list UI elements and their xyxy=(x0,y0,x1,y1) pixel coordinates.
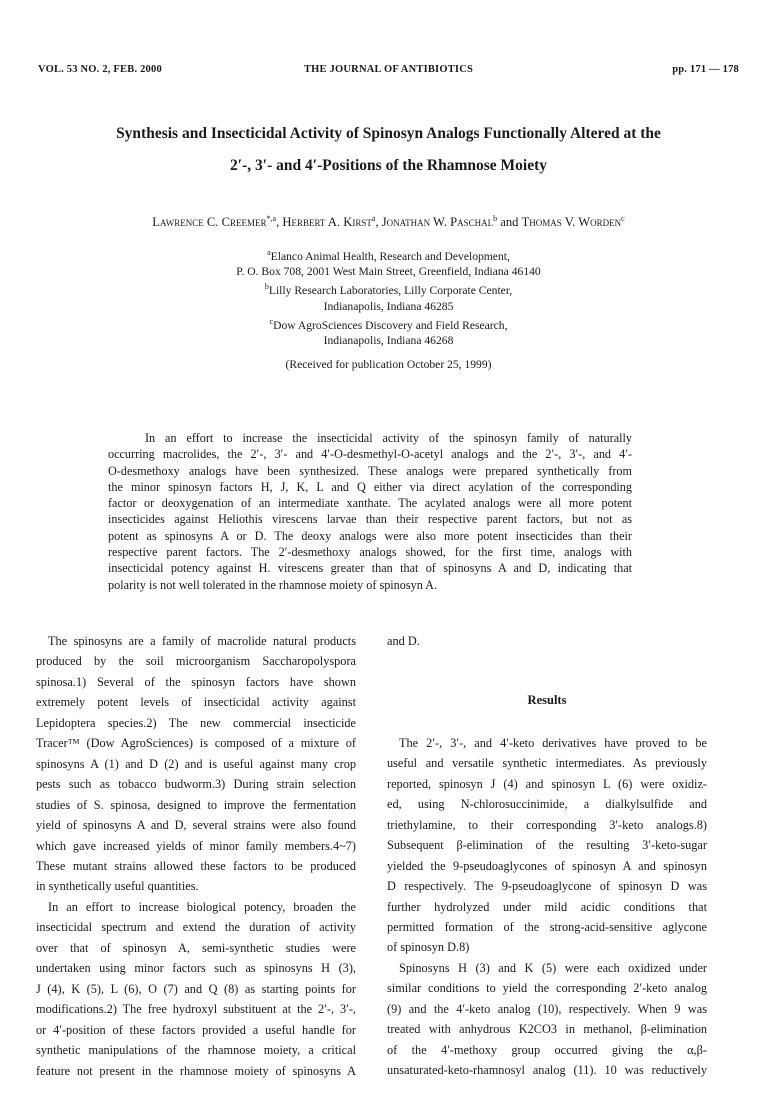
author-4: Thomas V. Worden xyxy=(521,215,622,230)
body-column-right xyxy=(387,631,707,1081)
body-line: spinosyns A (1) and D (2) and is useful against many crop xyxy=(36,756,356,771)
abstract-line: potent as spinosyns A or D. The deoxy analogs were also more potent insecticides than their xyxy=(108,528,632,543)
author-3: Jonathan W. Paschal xyxy=(381,215,494,230)
body-line: (9) and the 4′-keto analog (10), respectively. When 9 was xyxy=(387,1001,707,1016)
body-line: J (4), K (5), L (6), O (7) and Q (8) as starting points for xyxy=(36,981,356,996)
abstract-line: respective parent factors. The 2′-desmethoxy analogs showed, for the first time, analogs with xyxy=(108,545,632,560)
body-line: The 2′-, 3′-, and 4′-keto derivatives have proved to be xyxy=(399,735,707,750)
author-1: Lawrence C. Creemer xyxy=(152,215,267,230)
body-line: The spinosyns are a family of macrolide natural products xyxy=(48,634,356,648)
body-line: reported, spinosyn J (4) and spinosyn L (6) were oxidiz- xyxy=(387,776,707,791)
affiliation-b-line-2: Indianapolis, Indiana 46285 xyxy=(323,299,454,313)
body-line: useful and versatile synthetic intermediates. As previously xyxy=(387,756,707,771)
author-2-affiliation-mark: a xyxy=(371,214,376,223)
section-heading-results: Results xyxy=(527,693,567,708)
body-line: or 4′-position of these factors provided a useful handle for xyxy=(36,1022,356,1037)
body-line: ed, using N-chlorosuccinimide, a dialkylsulfide and xyxy=(387,797,707,812)
body-line: synthetic manipulations of the rhamnose moiety, a critical xyxy=(36,1043,356,1058)
abstract-line: the minor spinosyn factors H, J, K, L and Q either via direct acylation of the corresponding xyxy=(108,479,632,494)
abstract-line: polarity is not well tolerated in the rhamnose moiety of spinosyn A. xyxy=(108,577,438,592)
author-4-affiliation-mark: c xyxy=(621,214,625,223)
affiliation-c-line-2: Indianapolis, Indiana 46268 xyxy=(323,334,454,348)
affiliation-a-line-1 xyxy=(100,245,677,264)
body-line: Spinosyns H (3) and K (5) were each oxidized under xyxy=(399,960,707,975)
body-line: undertaken using minor factors such as spinosyns H (3), xyxy=(36,961,356,976)
abstract-line: O-desmethoxy analogs have been synthesized. These analogs were prepared synthetically from xyxy=(108,463,632,478)
affiliation-b-text: Lilly Research Laboratories, Lilly Corporate Center, xyxy=(268,284,513,298)
body-line: over that of spinosyn A, semi-synthetic studies were xyxy=(36,940,356,955)
body-line: unsaturated-keto-rhamnosyl analog (11). 10 was reductively xyxy=(387,1063,707,1078)
body-line: and D. xyxy=(387,634,420,648)
body-line: modifications.2) The free hydroxyl substituent at the 2′-, 3′-, xyxy=(36,1002,356,1017)
body-line: in synthetically useful quantities. xyxy=(36,879,199,894)
affiliation-c-mark: c xyxy=(269,316,274,326)
running-header xyxy=(38,64,739,80)
abstract-line: In an effort to increase the insecticidal activity of the spinosyn family of naturally xyxy=(145,431,632,445)
abstract-line: factor or deoxygenation of an intermediate xanthate. The acylated analogs were all more potent xyxy=(108,496,632,511)
body-line: Tracer™ (Dow AgroSciences) is composed of a mixture of xyxy=(36,736,356,751)
body-line: D respectively. The 9-pseudoaglycone of spinosyn D was xyxy=(387,879,707,894)
journal-name: THE JOURNAL OF ANTIBIOTICS xyxy=(303,64,474,75)
abstract-line: insecticidal potency against H. virescens greater than that of spinosyns A and D, indicating that xyxy=(108,561,632,576)
affiliation-b-line-1 xyxy=(100,279,677,298)
body-line: In an effort to increase biological potency, broaden the xyxy=(48,899,356,914)
author-list: Lawrence C. Creemer$^{*,a}$, Herbert A. Kirst$^a$, Jonathan W. Paschal$^b$ and Thomas V. Worden$^c$ xyxy=(152,214,625,230)
body-line: yield of spinosyns A and D, several strains were also found xyxy=(36,818,356,833)
author-conjunction: and xyxy=(500,215,519,230)
author-2: Herbert A. Kirst xyxy=(282,215,372,230)
affiliation-a-text: Elanco Animal Health, Research and Development, xyxy=(270,249,510,263)
author-3-affiliation-mark: b xyxy=(493,214,498,223)
body-line: triethylamine, to their corresponding 3′-keto analogs.8) xyxy=(387,817,707,832)
body-line: studies of S. spinosa, designed to improve the fermentation xyxy=(36,797,356,812)
body-line: insecticidal spectrum and extend the duration of activity xyxy=(36,920,356,935)
body-line: treated with anhydrous K2CO3 in methanol, β-elimination xyxy=(387,1022,707,1037)
body-line: feature not present in the rhamnose moiety of spinosyns A xyxy=(36,1063,356,1078)
article-title xyxy=(40,118,737,182)
body-line: permitted formation of the strong-acid-sensitive aglycone xyxy=(387,919,707,934)
body-line: produced by the soil microorganism Saccharopolyspora xyxy=(36,654,356,669)
abstract xyxy=(108,430,632,593)
body-line: which gave increased yields of minor family members.4~7) xyxy=(36,838,356,853)
body-line: Subsequent β-elimination of the resulting 3′-keto-sugar xyxy=(387,838,707,853)
body-line: of the 4′-methoxy group occurred giving the α,β- xyxy=(387,1042,707,1057)
body-line: These mutant strains allowed these factors to be produced xyxy=(36,858,356,873)
body-line: extremely potent levels of insecticidal activity against xyxy=(36,695,356,710)
title-line-1: Synthesis and Insecticidal Activity of Spinosyn Analogs Functionally Altered at the xyxy=(116,125,661,142)
affiliation-a-mark: a xyxy=(267,248,271,257)
affiliation-c-text: Dow AgroSciences Discovery and Field Research, xyxy=(273,318,508,332)
body-line: spinosa.1) Several of the spinosyn factors have shown xyxy=(36,674,356,689)
body-line: further hydrolyzed under mild acidic conditions that xyxy=(387,899,707,914)
abstract-line: insecticides against Heliothis virescens larvae than their respective parent factors, but not as xyxy=(108,512,632,527)
body-line: of spinosyn D.8) xyxy=(387,940,470,955)
author-1-affiliation-mark: *,a xyxy=(266,214,277,223)
affiliations xyxy=(100,245,677,373)
body-line: yielded the 9-pseudoaglycones of spinosyn A and spinosyn xyxy=(387,858,707,873)
title-line-2: 2′-, 3′- and 4′-Positions of the Rhamnose Moiety xyxy=(229,157,548,174)
affiliation-c-line-1 xyxy=(100,314,677,333)
body-line: similar conditions to yield the corresponding 2′-keto analog xyxy=(387,981,707,996)
affiliation-b-mark: b xyxy=(264,282,269,292)
body-line: pests such as tobacco budworm.3) During strain selection xyxy=(36,777,356,792)
received-date: (Received for publication October 25, 1999) xyxy=(285,358,492,372)
affiliation-a-line-2: P. O. Box 708, 2001 West Main Street, Greenfield, Indiana 46140 xyxy=(236,265,541,279)
page-range: pp. 171 — 178 xyxy=(672,64,739,75)
volume-info: VOL. 53 NO. 2, FEB. 2000 xyxy=(38,64,162,75)
body-column-left xyxy=(36,631,356,1081)
abstract-line: occurring macrolides, the 2′-, 3′- and 4′-O-desmethyl-O-acetyl analogs and the 2′-, 3′-, and 4′- xyxy=(108,447,632,462)
body-line: Lepidoptera species.2) The new commercial insecticide xyxy=(36,715,356,730)
